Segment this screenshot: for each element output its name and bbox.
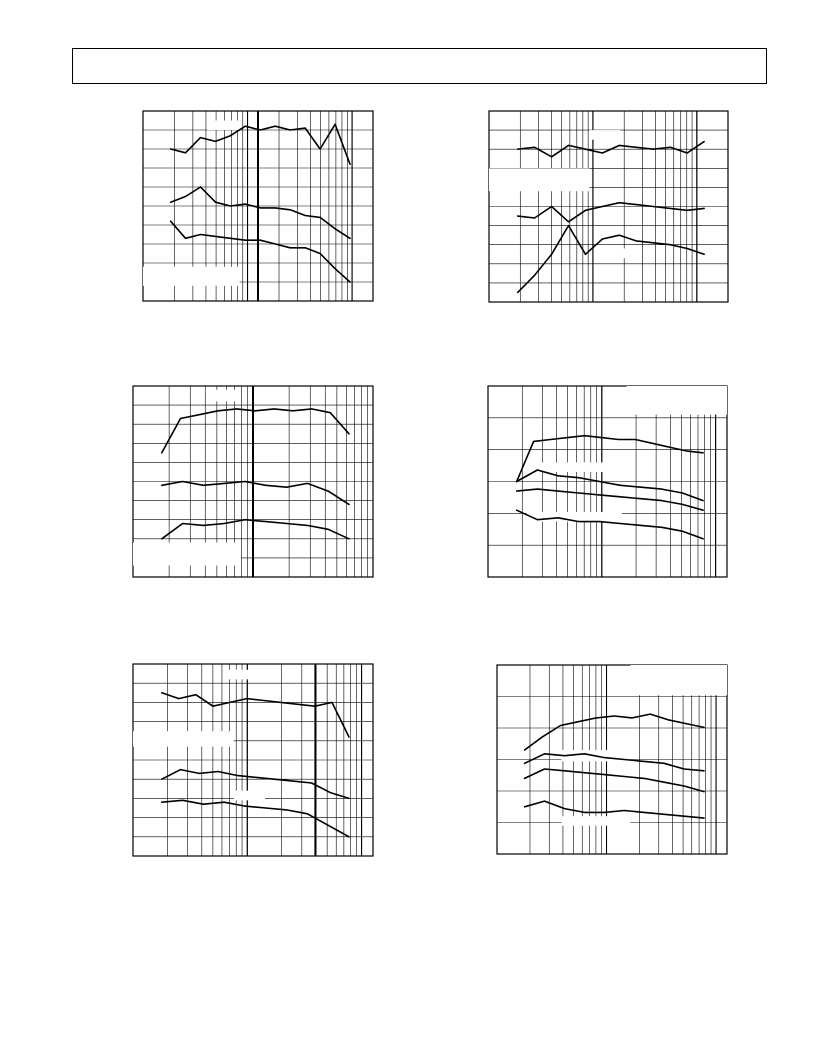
label-area [133,731,234,746]
label-area [207,121,239,131]
plot-1 [142,110,374,302]
label-area [597,249,628,259]
label-area [561,816,630,825]
label-area [143,267,240,286]
label-area [229,670,260,680]
plot-5 [132,663,374,857]
plot-6 [496,664,728,855]
label-area [133,543,241,566]
label-area [234,791,265,801]
label-area [212,390,241,401]
label-area [627,386,727,415]
plot-4 [487,385,728,578]
label-area [589,130,620,140]
plot-3 [132,385,374,578]
label-area [630,665,727,695]
page-header-box [72,48,767,84]
plot-2 [488,110,729,303]
label-area [489,168,589,191]
